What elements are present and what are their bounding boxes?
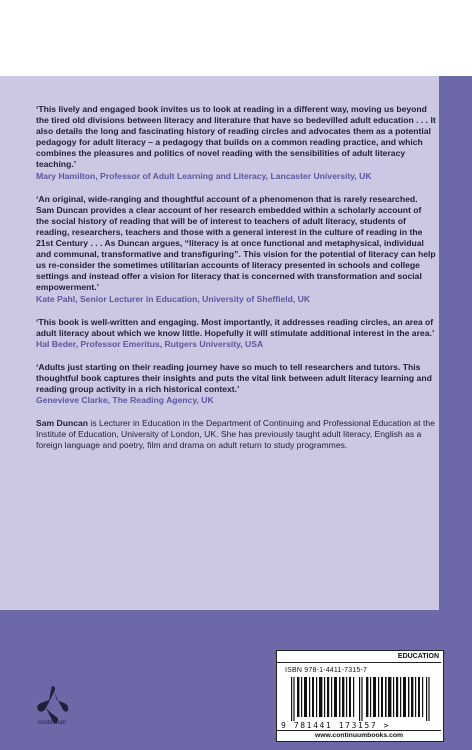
ean-digits: 9 781441 173157 > bbox=[281, 721, 391, 730]
blurb-attribution: Kate Pahl, Senior Lecturer in Education, University of Sheffield, UK bbox=[36, 293, 311, 304]
author-bio bbox=[36, 418, 436, 451]
blurb-quote: ‘This book is well-written and engaging. Most importantly, it addresses reading circles, an area of adult literacy about which we know little. Hopefully it will stimulate additional interest in the area.’ bbox=[36, 316, 435, 338]
blurb-quote: ‘This lively and engaged book invites us to look at reading in a different way, moving us beyond the tired old divisions between literacy and literature that have so bedevilled adult education . . . It also details the long and fascinating history of reading circles and advocates them as a potential pedagogy for adult literacy – a pedagogy that builds on a common reading practice, and which combines the pleasures and politics of novel reading with the sensibilities of adult literacy teaching.’ bbox=[36, 104, 436, 170]
barcode-panel bbox=[276, 650, 444, 742]
author-name: Sam Duncan bbox=[36, 418, 89, 429]
author-bio-text: is Lecturer in Education in the Department of Continuing and Professional Education at the Institute of Education, University of London, UK. She has previously taught adult literacy, English as a foreign language and poetry, film and drama on adult return to study programmes. bbox=[36, 418, 435, 451]
blurb-quote: ‘An original, wide-ranging and thoughtful account of a phenomenon that is rarely researched. Sam Duncan provides a clear account of her research embedded within a scholarly account of the social history of reading that will be of interest to teachers of adult literacy, students of reading, researchers, teachers and those with a general interest in the culture of reading in the 21st Century . . . As Duncan argues, “literacy is at once functional and metaphysical, individual and communal, transformative and transfiguring”. This vision for the potential of literacy can help us re-consider the sometimes utilitarian accounts of literacy presented in schools and college settings and instead offer a vision for literacy that is concerned with transformation and social empowerment.’ bbox=[36, 193, 436, 293]
blurb-quote: ‘Adults just starting on their reading journey have so much to tell researchers and tutors. This thoughtful book captures their insights and puts the vital link between adult literacy learning and reading group activity in a rich historical context.’ bbox=[36, 361, 432, 395]
blurb-2 bbox=[36, 194, 436, 305]
top-margin bbox=[0, 0, 472, 76]
blurb-4 bbox=[36, 362, 436, 406]
blurb-attribution: Hal Beder, Professor Emeritus, Rutgers University, USA bbox=[36, 338, 264, 349]
blurb-attribution: Mary Hamilton, Professor of Adult Learning and Literacy, Lancaster University, UK bbox=[36, 170, 372, 181]
blurb-3 bbox=[36, 317, 436, 350]
blurb-attribution: Genevieve Clarke, The Reading Agency, UK bbox=[36, 395, 214, 406]
barcode-graphic bbox=[289, 677, 439, 721]
back-cover-text bbox=[36, 104, 436, 452]
isbn-text: ISBN 978-1-4411-7315-7 bbox=[285, 667, 368, 674]
publisher-website: www.continuumbooks.com bbox=[277, 730, 441, 741]
subject-category: EDUCATION bbox=[277, 651, 441, 663]
publisher-name: continuum bbox=[38, 720, 66, 726]
blurb-1 bbox=[36, 104, 436, 182]
